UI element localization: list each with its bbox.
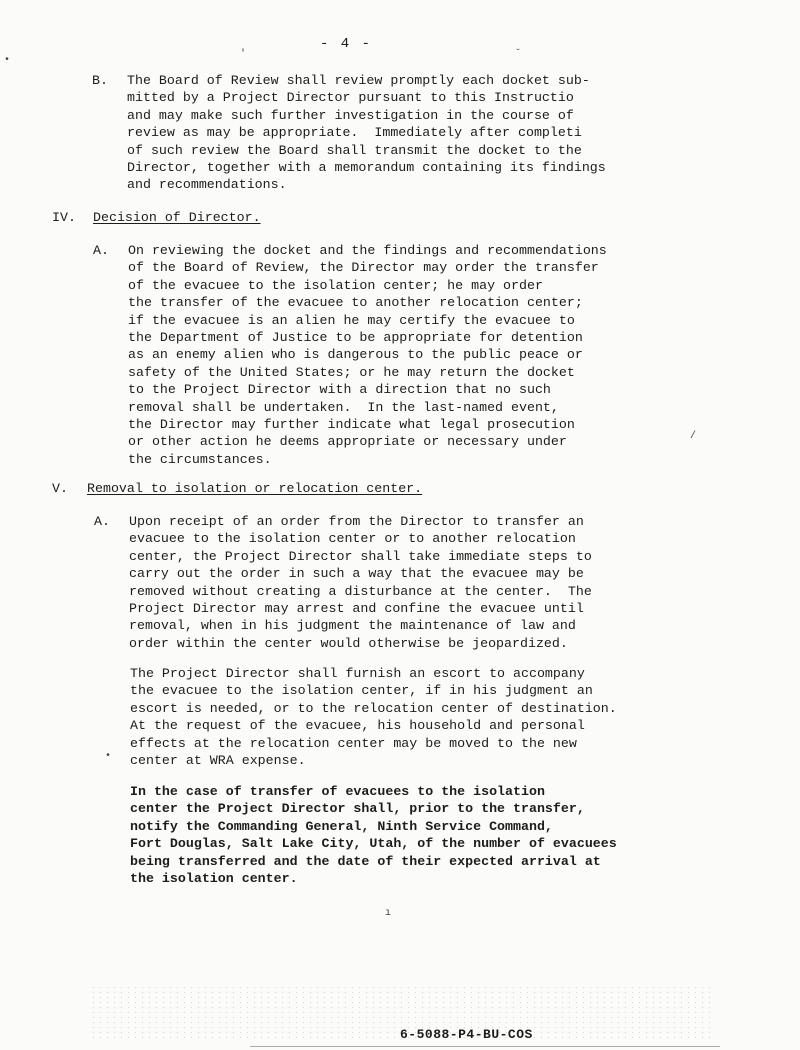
footer-code: 6-5088-P4-BU-COS [400,1027,533,1042]
section-v-numeral: V. [52,481,68,496]
scan-speck: • [4,55,11,66]
scan-speck: ˇ [515,49,522,60]
section-v-paragraph-2: The Project Director shall furnish an escort to accompany the evacuee to the isolation center, if in his judgment an escort is needed, or to the relocation center of destination. At the request of the evacuee, his household and personal effects at the relocation center may be moved to the new center at WRA expense. [130,666,617,769]
scan-speck: • [105,751,112,762]
section-v-title: Removal to isolation or relocation center. [87,481,423,496]
scan-speck: / [690,431,697,442]
section-b-label: B. [92,73,108,88]
scan-speck: ı [385,908,392,919]
section-v-paragraph-3: In the case of transfer of evacuees to the isolation center the Project Director shall, prior to the transfer, notify the Commanding General, Ninth Service Command, Fort Douglas, Salt Lake City, Utah, of the number of evacuees being transferred and the date of their expected arrival at the isolation center. [130,784,617,887]
section-iv-a-paragraph: On reviewing the docket and the findings and recommendations of the Board of Review, the Director may order the transfer of the evacuee to the isolation center; he may order the transfer of the evacuee to another relocation center; if the evacuee is an alien he may certify the evacuee to the Department of Justice to be appropriate for detention as an enemy alien who is dangerous to the public peace or safety of the United States; or he may return the docket to the Project Director with a direction that no such removal shall be undertaken. In the last-named event, the Director may further indicate what legal prosecution or other action he deems appropriate or necessary under the circumstances. [128,243,607,467]
section-v-a-paragraph: Upon receipt of an order from the Director to transfer an evacuee to the isolation center or to another relocation center, the Project Director shall take immediate steps to carry out the order in such a way that the evacuee may be removed without creating a disturbance at the center. The Project Director may arrest and confine the evacuee until removal, when in his judgment the maintenance of law and order within the center would otherwise be jeopardized. [129,514,592,651]
section-b-paragraph: The Board of Review shall review promptly each docket sub- mitted by a Project Director pursuant to this Instructio and may make such further investigation in the course of review as may be appropriate. Immediately after completi of such review the Board shall transmit the docket to the Director, together with a memorandum containing its findings and recommendations. [127,73,606,193]
scan-speck: ' [240,49,247,60]
section-iv-a-label: A. [93,243,109,258]
section-iv-title: Decision of Director. [93,210,261,225]
section-v-a-label: A. [94,514,110,529]
footer-rule [250,1046,720,1047]
page-number: - 4 - [320,36,373,52]
section-iv-numeral: IV. [52,210,76,225]
